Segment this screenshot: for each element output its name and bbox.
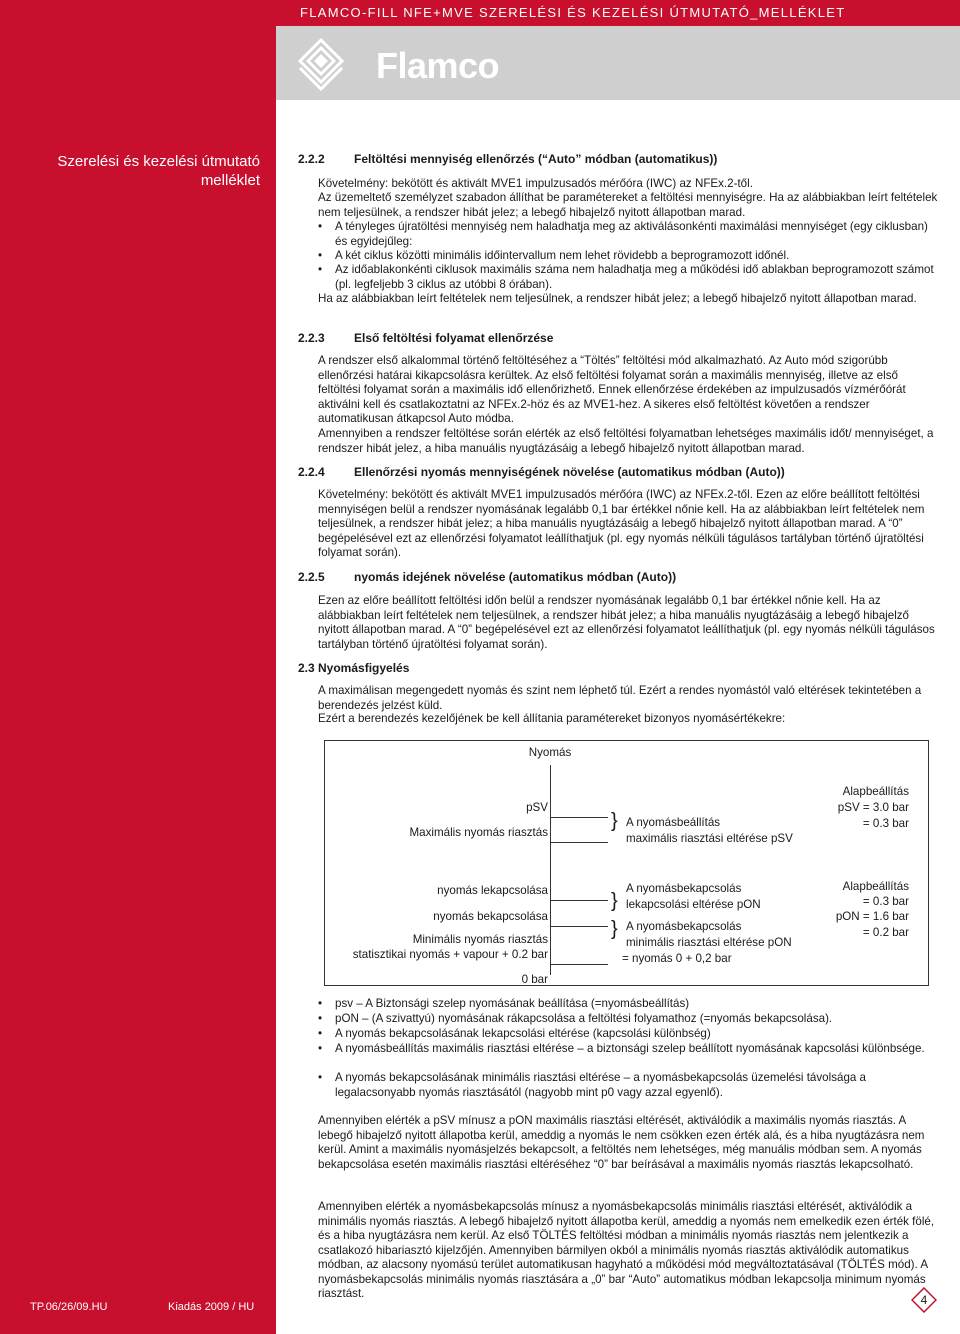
brace-icon: } xyxy=(611,918,618,940)
diagram-default2-line4: = 0.2 bar xyxy=(862,926,909,939)
heading-2-2-2 xyxy=(298,152,717,166)
diagram-psv-label: pSV xyxy=(526,801,548,814)
paragraph: Az üzemeltető személyzet szabadon állíthat be paramétereket a feltöltési mennyiségre. Ha az alábbiakban leírt feltételek nem teljesülnek, a rendszer hibát jelez; a lebegő hibajelző nyitott állapotban marad. xyxy=(318,191,938,219)
heading-number: 2.2.2 xyxy=(298,152,325,166)
max-alarm-line xyxy=(550,842,608,843)
paragraph: Ha az alábbiakban leírt feltételek nem teljesülnek, a rendszer hibát jelez; a lebegő hibajelző nyitott állapotban marad. xyxy=(318,292,917,305)
sidebar-title xyxy=(20,152,260,190)
edition: Kiadás 2009 / HU xyxy=(168,1301,255,1313)
heading-2-3: 2.3 Nyomásfigyelés xyxy=(298,661,410,675)
switch-off-line xyxy=(550,900,608,901)
page-number: 4 xyxy=(920,1293,928,1307)
min-alarm-line xyxy=(550,964,608,965)
diagram-brace2-line2: lekapcsolási eltérése pON xyxy=(626,898,761,911)
doc-code: TP.06/26/09.HU xyxy=(30,1301,108,1313)
top-title-bar xyxy=(0,0,960,26)
diagram-default1-line3: = 0.3 bar xyxy=(862,817,909,830)
heading-2-2-3 xyxy=(298,331,553,345)
list-item: • Az időablakonkénti ciklusok maximális száma nem haladhatja meg a működési idő ablakban beprogramozott számot (pl. legfeljebb 3 ciklus az utóbbi 8 órában). xyxy=(318,263,938,292)
sidebar-panel xyxy=(0,26,276,1334)
list-item: • A tényleges újratöltési mennyiség nem haladhatja meg az aktiválásonkénti maximálási mennyiséget (egy ciklusban) és egyidejűleg: xyxy=(318,220,938,249)
heading-title: Feltöltési mennyiség ellenőrzés (“Auto” módban (automatikus)) xyxy=(354,152,718,166)
diagram-min-alarm-label: Minimális nyomás riasztás xyxy=(412,933,548,946)
diagram-default2-line1: Alapbeállítás xyxy=(842,880,909,893)
heading-number: 2.2.4 xyxy=(298,465,325,479)
legend-item: • A nyomás bekapcsolásának lekapcsolási eltérése (kapcsolási különbség) xyxy=(318,1027,938,1042)
diagram-top-label: Nyomás xyxy=(528,746,572,759)
paragraph: Amennyiben a rendszer feltöltése során elérték az első feltöltési folyamatban lehetséges maximális időt/ mennyiséget, a rendszer hibát jelez, a hiba manuális nyugtázásáig a lebegő hibajelző nyitott állapotban marad. xyxy=(318,427,934,455)
diagram-zero-label: 0 bar xyxy=(521,973,548,986)
legend-item: • A nyomás bekapcsolásának minimális riasztási eltérése – a nyomásbekapcsolás üzemelési távolsága a legalacsonyabb nyomás riasztásától (nagyobb mint p0 vagy azzal egyenlő). xyxy=(318,1071,938,1100)
legend-item: • A nyomásbeállítás maximális riasztási eltérése – a biztonsági szelep beállított nyomásának kapcsolási különbsége. xyxy=(318,1042,938,1057)
diagram-max-alarm-label: Maximális nyomás riasztás xyxy=(409,826,548,839)
paragraph: Ezért a berendezés kezelőjének be kell állítania paramétereket bizonyos nyomásértékekre: xyxy=(318,712,786,725)
legend-item: • pON – (A szivattyú) nyomásának rákapcsolása a feltöltési folyamathoz (=nyomás bekapcsolása). xyxy=(318,1012,938,1027)
switch-on-line xyxy=(550,926,608,927)
heading-title: Ellenőrzési nyomás mennyiségének növelése (automatikus módban (Auto)) xyxy=(354,465,785,479)
diagram-default2-line3: pON = 1.6 bar xyxy=(835,910,909,923)
diagram-brace1-line2: maximális riasztási eltérése pSV xyxy=(626,832,793,845)
diagram-switch-on-label: nyomás bekapcsolása xyxy=(433,910,548,923)
legend-item: • psv – A Biztonsági szelep nyomásának beállítása (=nyomásbeállítás) xyxy=(318,997,938,1012)
brace-icon: } xyxy=(611,810,618,832)
heading-title: nyomás idejének növelése (automatikus módban (Auto)) xyxy=(354,570,677,584)
diagram-default2-line2: = 0.3 bar xyxy=(862,895,909,908)
paragraph: Követelmény: bekötött és aktivált MVE1 impulzusadós mérőóra (IWC) az NFEx.2-től. Ezen az előre beállított feltöltési mennyiségen belül a rendszer nyomásának legalább 0,1 bar értékkel nőnie kell. Ha az alábbiakban leírt feltételek nem teljesülnek, a rendszer hibát jelez; a hiba manuális nyugtázásáig a lebegő hibajelző nyitott állapotban marad. A “0” begépelésével ezt az ellenőrzési folyamatot leállíthatjuk (pl. egy nyomás nélküli tágulásos tartályban történő újratöltési folyamat során). xyxy=(318,488,925,559)
brace-icon: } xyxy=(611,890,618,912)
diagram-default1-line1: Alapbeállítás xyxy=(842,785,909,798)
sidebar-title-line2: melléklet xyxy=(200,172,260,189)
paragraph: A maximálisan megengedett nyomás és szint nem léphető túl. Ezért a rendes nyomástól való eltérések tekintetében a berendezés jelzést küld. xyxy=(318,684,922,712)
heading-2-2-5 xyxy=(298,570,676,584)
sidebar-title-line1: Szerelési és kezelési útmutató xyxy=(57,153,260,170)
diagram-static-label: statisztikai nyomás + vapour + 0.2 bar xyxy=(352,948,548,961)
paragraph: Amennyiben elérték a nyomásbekapcsolás mínusz a nyomásbekapcsolás minimális riasztási eltérését, aktiválódik a minimális nyomás riasztás. A lebegő hibajelző nyitott állapotba kerül, ameddig a nyomás nem emelkedik ezen érték fölé, és a hiba nyugtázásra nem kerül. Az első TÖLTÉS feltöltési módban a minimális nyomás riasztás nem jelentkezik a csatlakozó hibariasztó kijelzőjén. Amennyiben bármilyen okból a minimális nyomás riasztás aktiválódik automatikus módban, az alacsony nyomású terület automatikusan hagyható a működési mód megváltoztatásával (TÖLTÉS mód). A nyomásbekapcsolás minimális nyomás riasztására a „0” bar “Auto” automatikus módban lekapcsolja minimum nyomás riasztást. xyxy=(318,1200,935,1300)
diagram-default1-line2: pSV = 3.0 bar xyxy=(837,801,909,814)
heading-number: 2.2.5 xyxy=(298,570,325,584)
list-item: • A két ciklus közötti minimális időintervallum nem lehet rövidebb a beprogramozott időnél. xyxy=(318,249,938,264)
heading-2-2-4 xyxy=(298,465,785,479)
diagram-brace2-line1: A nyomásbekapcsolás xyxy=(626,882,742,895)
paragraph: Követelmény: bekötött és aktivált MVE1 impulzusadós mérőóra (IWC) az NFEx.2-től. xyxy=(318,177,753,190)
brand-name: Flamco xyxy=(376,45,500,86)
diagram-brace3-line1: A nyomásbekapcsolás xyxy=(626,920,742,933)
pressure-axis xyxy=(550,765,551,975)
diagram-brace1-line1: A nyomásbeállítás xyxy=(626,816,721,829)
document-title: FLAMCO-FILL NFE+MVE SZERELÉSI ÉS KEZELÉSI ÚTMUTATÓ_MELLÉKLET xyxy=(300,5,846,20)
paragraph: A rendszer első alkalommal történő feltöltéséhez a “Töltés” feltöltési mód alkalmazható. Az Auto mód szigorúbb ellenőrzési határai kikapcsolásra kerültek. Az első feltöltési folyamat során a maximális mennyiség, illetve az első feltöltési folyamat során a maximális idő ellenőrizhető. Ennek ellenőrzése érdekében az impulzusadós vízmérőórát aktiválni kell és csatlakoztatni az NFEx.2-höz és az MVE1-hez. A sikeres első feltöltést követően a rendszer automatikusan átkapcsol Auto módba. xyxy=(318,354,906,425)
diagram-brace3-line2: minimális riasztási eltérése pON xyxy=(626,936,792,949)
psv-line xyxy=(550,817,608,818)
paragraph: Ezen az előre beállított feltöltési időn belül a rendszer nyomásának legalább 0,1 bar értékkel nőnie kell. Ha az alábbiakban leírt feltételek nem teljesülnek, a rendszer hibát jelez; a hiba manuális nyugtázásáig a lebegő hibajelző nyitott állapotban marad. A “0” begépelésével ezt az ellenőrzési folyamatot leállíthatjuk (pl. egy nyomás nélküli tágulásos tartályban történő újratöltési folyamat során). xyxy=(318,594,935,651)
diagram-brace3-line3: = nyomás 0 + 0,2 bar xyxy=(622,952,732,965)
paragraph: Amennyiben elérték a pSV mínusz a pON maximális riasztási eltérését, aktiválódik a maximális nyomás riasztás. A lebegő hibajelző nyitott állapotba kerül, ameddig a nyomás le nem csökken ezen érték alá, és a hiba nyugtázásra nem kerül. Amint a maximális nyomásjelzés bekapcsolt, a feltöltés nem lehetséges, még manuális módban sem. A nyomás bekapcsolása esetén maximális riasztási eltéréséhez “0” bar beírásával a maximális nyomás riasztás lekapcsolható. xyxy=(318,1114,925,1171)
heading-title: Első feltöltési folyamat ellenőrzése xyxy=(354,331,554,345)
flamco-diamond-logo-icon xyxy=(298,38,344,96)
heading-number: 2.2.3 xyxy=(298,331,325,345)
diagram-switch-off-label: nyomás lekapcsolása xyxy=(437,884,548,897)
